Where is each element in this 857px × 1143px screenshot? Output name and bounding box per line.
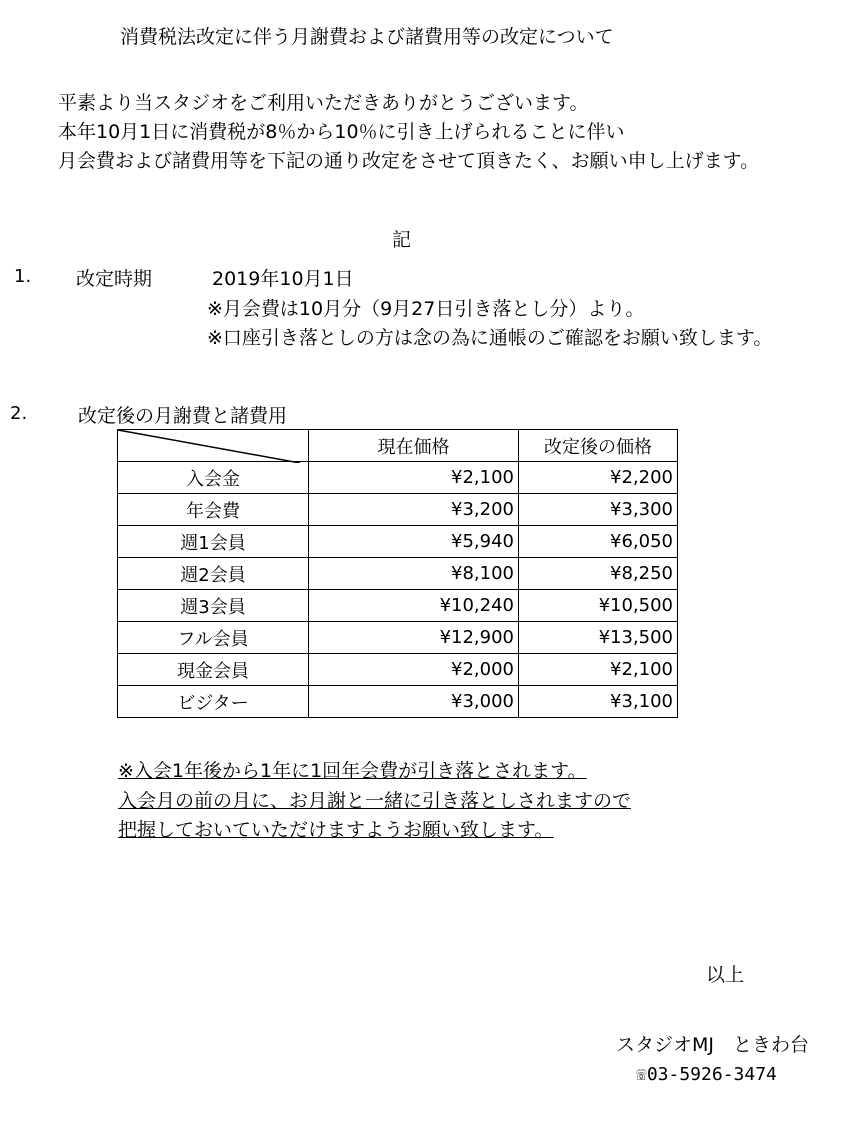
row-item: 週1会員 xyxy=(118,526,309,558)
section-1-date: 2019年10月1日 xyxy=(212,268,354,290)
ki-heading: 記 xyxy=(392,229,412,251)
intro-line-2: 本年10月1日に消費税が8％から10％に引き上げられることに伴い xyxy=(58,121,625,143)
header-current-price: 現在価格 xyxy=(309,430,519,462)
row-revised: ¥2,200 xyxy=(519,462,678,494)
table-header-row xyxy=(118,430,678,462)
row-item: 年会費 xyxy=(118,494,309,526)
table-row xyxy=(118,462,678,494)
section-1-number: 1. xyxy=(14,266,32,287)
table-row xyxy=(118,494,678,526)
section-1-label: 改定時期 xyxy=(76,268,153,290)
footnote-1: ※入会1年後から1年に1回年会費が引き落とされます。 xyxy=(118,760,587,782)
table-corner-cell xyxy=(118,430,309,462)
row-current: ¥5,940 xyxy=(309,526,519,558)
row-item: 現金会員 xyxy=(118,654,309,686)
table-row xyxy=(118,590,678,622)
table-row xyxy=(118,526,678,558)
closing-text: 以上 xyxy=(706,964,745,986)
row-revised: ¥13,500 xyxy=(519,622,678,654)
table-row xyxy=(118,622,678,654)
page-title: 消費税法改定に伴う月謝費および諸費用等の改定について xyxy=(120,26,614,48)
row-current: ¥3,000 xyxy=(309,686,519,718)
row-revised: ¥8,250 xyxy=(519,558,678,590)
row-item: フル会員 xyxy=(118,622,309,654)
intro-line-1: 平素より当スタジオをご利用いただきありがとうございます。 xyxy=(58,92,589,114)
row-current: ¥10,240 xyxy=(309,590,519,622)
row-revised: ¥10,500 xyxy=(519,590,678,622)
row-item: 週2会員 xyxy=(118,558,309,590)
phone-number: ☏03-5926-3474 xyxy=(636,1064,777,1085)
intro-line-3: 月会費および諸費用等を下記の通り改定をさせて頂きたく、お願い申し上げます。 xyxy=(58,150,760,172)
row-revised: ¥2,100 xyxy=(519,654,678,686)
row-current: ¥3,200 xyxy=(309,494,519,526)
row-revised: ¥3,100 xyxy=(519,686,678,718)
row-revised: ¥3,300 xyxy=(519,494,678,526)
section-2-label: 改定後の月謝費と諸費用 xyxy=(78,405,288,427)
table-row xyxy=(118,654,678,686)
row-item: 入会金 xyxy=(118,462,309,494)
row-current: ¥2,000 xyxy=(309,654,519,686)
row-current: ¥8,100 xyxy=(309,558,519,590)
section-1-note-1: ※月会費は10月分（9月27日引き落とし分）より。 xyxy=(207,298,645,320)
footnote-2: 入会月の前の月に、お月謝と一緒に引き落としされますので xyxy=(118,790,632,812)
studio-name: スタジオMJ ときわ台 xyxy=(616,1034,809,1056)
header-revised-price: 改定後の価格 xyxy=(519,430,678,462)
section-2-number: 2. xyxy=(10,403,28,424)
fee-table xyxy=(117,429,678,718)
table-row xyxy=(118,558,678,590)
diagonal-line xyxy=(118,430,300,463)
row-item: ビジター xyxy=(118,686,309,718)
row-current: ¥2,100 xyxy=(309,462,519,494)
row-revised: ¥6,050 xyxy=(519,526,678,558)
section-1-note-2: ※口座引き落としの方は念の為に通帳のご確認をお願い致します。 xyxy=(207,327,773,349)
row-current: ¥12,900 xyxy=(309,622,519,654)
table-row xyxy=(118,686,678,718)
row-item: 週3会員 xyxy=(118,590,309,622)
footnote-3: 把握しておいていただけますようお願い致します。 xyxy=(118,819,554,841)
